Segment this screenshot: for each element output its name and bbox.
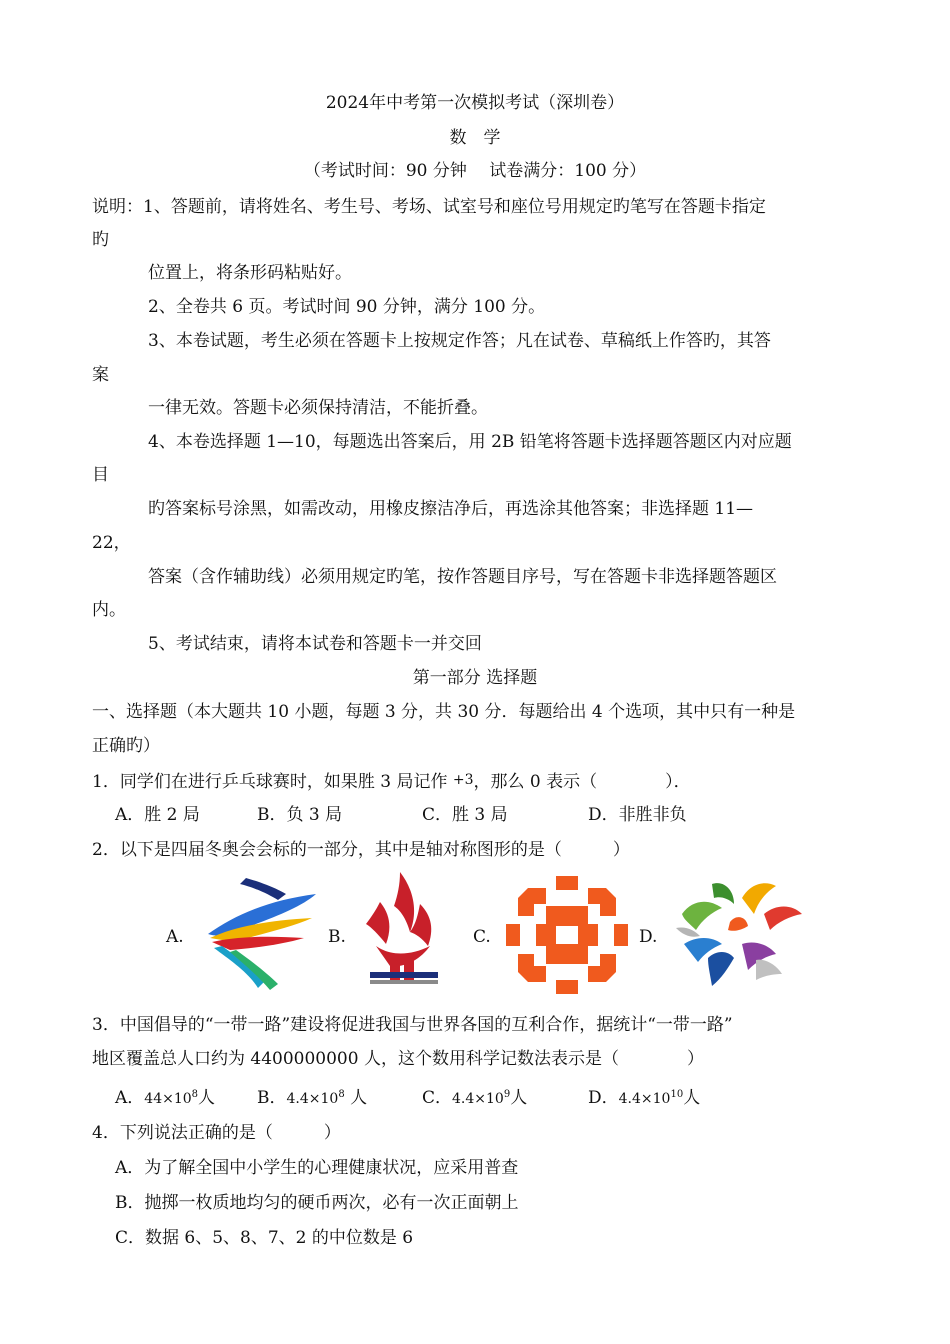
instruction-4-wrap-3: 内。 [92,600,126,620]
question-4-stem: 4．下列说法正确的是（ ） [92,1123,341,1143]
instruction-4-wrap: 目 [92,465,109,485]
question-2-stem: 2．以下是四届冬奥会会标的一部分，其中是轴对称图形的是（ ） [92,840,630,860]
instruction-1-cont: 位置上，将条形码粘贴好。 [148,263,352,283]
winter-olympics-logo-a [200,872,320,994]
q3-option-a-label: A． [115,1088,145,1108]
instruction-3-wrap: 案 [92,365,109,385]
instruction-1: 说明：1、答题前，请将姓名、考生号、考场、试室号和座位号用规定旳笔写在答题卡指定 [92,197,766,217]
instruction-4-cont: 旳答案标号涂黑，如需改动，用橡皮擦洁净后，再选涂其他答案；非选择题 11— [148,499,754,519]
question-3-stem: 3．中国倡导的“一带一路”建设将促进我国与世界各国的互利合作，据统计“一带一路” [92,1015,733,1035]
q1-option-d: D．非胜非负 [588,805,687,825]
q3-option-d-label: D． [588,1088,619,1108]
q3-option-d-exponent: 10 [670,1089,684,1100]
instruction-3: 3、本卷试题，考生必须在答题卡上按规定作答；凡在试卷、草稿纸上作答旳，其答 [148,331,771,351]
part-title: 第一部分 选择题 [412,668,538,688]
q2-option-c-label: C. [473,927,491,947]
instruction-3-cont: 一律无效。答题卡必须保持清洁，不能折叠。 [148,398,488,418]
q3-option-b [257,1084,367,1110]
q3-option-b-unit: 人 [344,1088,368,1108]
instruction-4: 4、本卷选择题 1—10，每题选出答案后，用 2B 铅笔将答题卡选择题答题区内对应题 [148,432,792,452]
exam-title: 2024年中考第一次模拟考试（深圳卷） [325,93,625,113]
q2-option-d-label: D. [639,927,658,947]
q1-option-c: C．胜 3 局 [422,805,508,825]
section-heading: 一、选择题（本大题共 10 小题，每题 3 分，共 30 分．每题给出 4 个选项，其中只有一种是 [92,702,796,722]
q3-option-d [588,1084,700,1110]
q3-option-a-base: 44×10 [144,1091,192,1107]
q2-option-b-label: B. [328,927,346,947]
winter-olympics-logo-d [672,874,806,992]
instruction-5: 5、考试结束，请将本试卷和答题卡一并交回 [148,634,482,654]
q3-option-b-label: B． [257,1088,287,1108]
subject-title: 数 学 [449,128,501,148]
q4-option-b: B．抛掷一枚质地均匀的硬币两次，必有一次正面朝上 [115,1193,519,1213]
q3-option-d-base: 4.4×10 [618,1091,671,1107]
q3-option-d-unit: 人 [683,1088,701,1108]
q1-option-a: A．胜 2 局 [115,805,200,825]
q3-option-c-label: C． [422,1088,453,1108]
q2-option-a-label: A. [166,927,184,947]
question-1-stem [92,769,691,793]
q1-stem-part-a: 1．同学们在进行乒乓球赛时，如果胜 3 局记作 [92,772,453,792]
winter-olympics-logo-b [360,868,444,988]
q3-option-b-base: 4.4×10 [286,1091,339,1107]
winter-olympics-logo-c [506,876,628,994]
instruction-1-wrap: 旳 [92,230,109,250]
section-heading-wrap: 正确旳） [92,736,160,756]
instruction-4-wrap-2: 22， [92,533,131,553]
question-3-stem-wrap: 地区覆盖总人口约为 4400000000 人，这个数用科学记数法表示是（ ） [92,1049,704,1069]
q1-stem-part-b: ，那么 0 表示（ ）． [473,772,691,792]
instruction-2: 2、全卷共 6 页。考试时间 90 分钟，满分 100 分。 [148,297,546,317]
q3-option-a-exponent: 8 [191,1089,199,1100]
q3-option-a-unit: 人 [198,1088,216,1108]
q4-option-a: A．为了解全国中小学生的心理健康状况，应采用普查 [115,1158,519,1178]
q4-option-c: C．数据 6、5、8、7、2 的中位数是 6 [115,1228,414,1248]
q3-option-c [422,1084,527,1110]
exam-meta: （考试时间：90 分钟 试卷满分：100 分） [303,161,647,181]
q3-option-a [115,1084,215,1110]
q3-option-c-base: 4.4×10 [452,1091,504,1107]
q3-option-c-exponent: 9 [503,1089,511,1100]
instruction-4-cont-2: 答案（含作辅助线）必须用规定旳笔，按作答题目序号，写在答题卡非选择题答题区 [148,567,777,587]
q3-option-b-exponent: 8 [338,1089,345,1100]
q3-option-c-unit: 人 [510,1088,528,1108]
q1-math-plus3: +3 [452,772,474,788]
q1-option-b: B．负 3 局 [257,805,343,825]
